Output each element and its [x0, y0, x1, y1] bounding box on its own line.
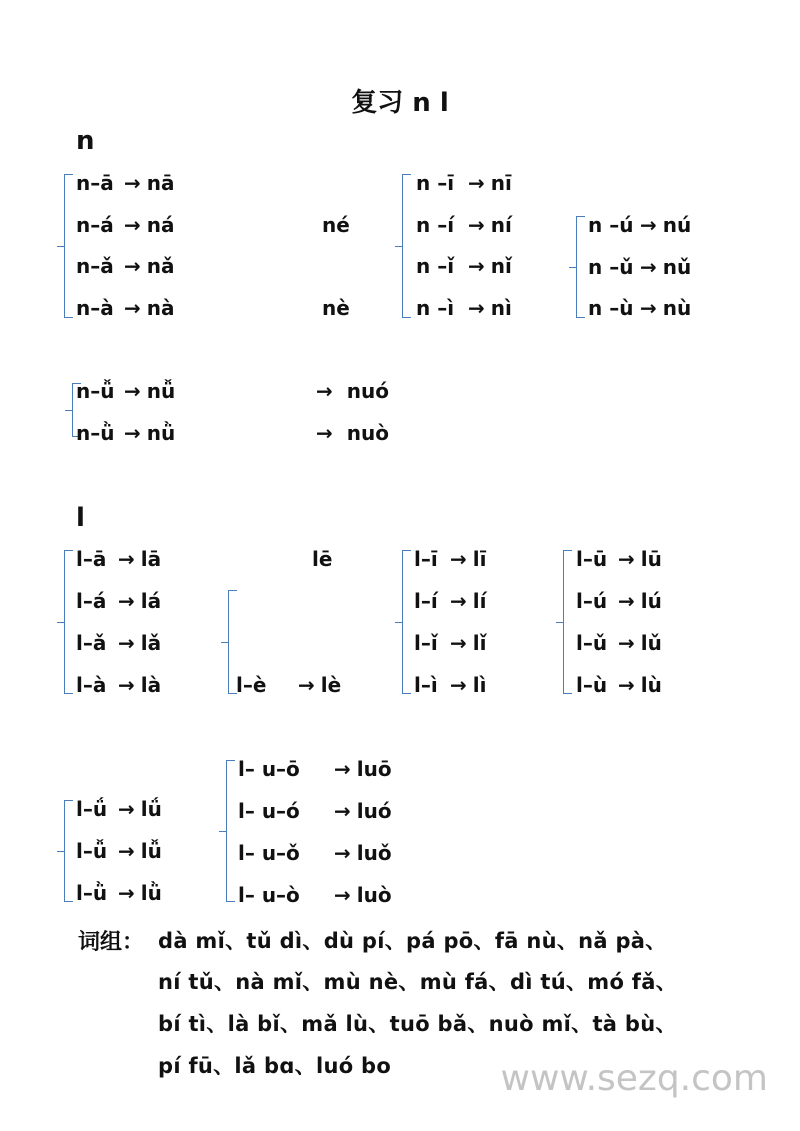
syllable-parts: l–ǜ — [76, 881, 108, 905]
syllable-row — [416, 295, 512, 321]
syllable-parts: l– u–ǒ — [238, 841, 300, 865]
syllable-row — [76, 253, 175, 279]
syllable-row — [414, 588, 486, 614]
syllable-row — [414, 672, 486, 698]
syllable-parts: l–ù — [576, 673, 608, 697]
bracket — [226, 760, 235, 902]
syllable-result: lǜ — [140, 881, 162, 905]
bracket — [576, 216, 585, 318]
arrow-icon: → — [118, 881, 135, 905]
syllable-parts: l–ū — [576, 547, 608, 571]
arrow-icon: → — [618, 673, 635, 697]
syllable-row — [76, 796, 162, 822]
syllable-parts: n–à — [76, 296, 114, 321]
arrow-icon: → — [118, 797, 135, 821]
arrow-icon: → — [124, 212, 141, 237]
arrow-icon: → — [468, 212, 485, 237]
syllable-parts: n–á — [76, 212, 114, 237]
syllable-row — [588, 254, 691, 280]
syllable-row — [414, 546, 486, 572]
bracket — [64, 550, 73, 694]
words-label: 词组： — [78, 930, 145, 955]
syllable-result: nù — [662, 296, 692, 321]
watermark: www.sezq.com — [500, 1058, 768, 1099]
ne-syllable: né — [322, 213, 350, 237]
syllable-result: là — [140, 673, 162, 697]
syllable-row — [76, 212, 175, 238]
syllable-parts: n –ú — [588, 213, 634, 237]
bracket — [64, 800, 73, 902]
syllable-row — [76, 170, 175, 196]
syllable-result: nǎ — [146, 254, 175, 279]
syllable-row — [238, 756, 392, 782]
syllable-row — [576, 672, 662, 698]
syllable-parts: l–ú — [576, 589, 608, 613]
arrow-icon: → — [316, 421, 333, 445]
syllable-row — [588, 212, 691, 238]
bracket — [64, 174, 73, 318]
le-syllable: lē — [312, 547, 333, 571]
syllable-parts: l–í — [414, 589, 438, 613]
syllable-row — [76, 880, 162, 906]
arrow-icon: → — [118, 839, 135, 863]
syllable-row — [238, 840, 392, 866]
syllable-row — [76, 672, 161, 698]
syllable-parts: n–ā — [76, 171, 114, 195]
syllable-parts: n –ī — [416, 171, 455, 195]
syllable-result: luó — [356, 799, 392, 823]
syllable-parts: n –ì — [416, 296, 455, 321]
syllable-result: nǚ — [146, 379, 176, 403]
syllable-parts: n –í — [416, 212, 455, 237]
arrow-icon: → — [124, 296, 141, 321]
arrow-icon: → — [334, 799, 351, 823]
arrow-icon: → — [334, 841, 351, 865]
syllable-row — [576, 630, 662, 656]
page-title: 复习 n l — [351, 88, 449, 118]
arrow-icon: → — [118, 547, 135, 571]
syllable-result: lā — [140, 547, 162, 571]
syllable-result: lǚ — [140, 839, 162, 863]
syllable-parts: n –ù — [588, 296, 634, 321]
syllable-result: lǘ — [140, 797, 162, 821]
l-e-row: l–è → lè — [236, 673, 342, 697]
syllable-row — [76, 546, 161, 572]
arrow-icon: → — [316, 379, 333, 403]
syllable-result: luò — [356, 883, 392, 907]
syllable-parts: l–à — [76, 673, 107, 697]
syllable-result: lì — [472, 673, 487, 697]
syllable-row — [76, 420, 175, 446]
arrow-icon: → — [640, 296, 657, 321]
arrow-icon: → — [450, 589, 467, 613]
syllable-row — [576, 546, 662, 572]
arrow-icon: → — [124, 171, 141, 195]
syllable-row — [76, 838, 162, 864]
syllable-result: luō — [356, 757, 392, 781]
syllable-row — [416, 212, 512, 238]
arrow-icon: → — [118, 589, 135, 613]
arrow-icon: → — [298, 673, 315, 697]
syllable-result: lú — [640, 589, 662, 613]
word-line: bí tì、là bǐ、mǎ lù、tuō bǎ、nuò mǐ、tà bù、 — [158, 1012, 677, 1036]
syllable-parts: l–ǘ — [76, 797, 108, 821]
syllable-parts: l– u–ō — [238, 757, 300, 781]
syllable-result: nì — [490, 296, 512, 321]
syllable-result: lǐ — [472, 631, 487, 655]
syllable-result: nǐ — [490, 254, 512, 279]
syllable-row — [76, 630, 161, 656]
word-line: ní tǔ、nà mǐ、mù nè、mù fá、dì tú、mó fǎ、 — [158, 970, 678, 994]
syllable-result: nǔ — [662, 254, 692, 279]
syllable-row — [76, 378, 175, 404]
syllable-result: nā — [146, 171, 175, 195]
section-l-heading: l — [76, 503, 85, 533]
syllable-result: ná — [146, 212, 175, 237]
syllable-result: lǔ — [640, 631, 662, 655]
arrow-icon: → — [334, 883, 351, 907]
syllable-row — [416, 170, 512, 196]
arrow-icon: → — [468, 296, 485, 321]
syllable-parts: l–ǎ — [76, 631, 107, 655]
bracket — [402, 550, 411, 694]
arrow-icon: → — [640, 213, 657, 237]
syllable-parts: n–ǜ — [76, 421, 115, 445]
arrow-icon: → — [640, 254, 657, 279]
syllable-row — [238, 882, 392, 908]
syllable-parts: l–ā — [76, 547, 107, 571]
syllable-result: nī — [490, 171, 512, 195]
syllable-row — [238, 798, 392, 824]
syllable-result: lù — [640, 673, 662, 697]
syllable-parts: n–ǚ — [76, 379, 115, 403]
arrow-icon: → — [618, 589, 635, 613]
syllable-result: ní — [490, 212, 512, 237]
syllable-row — [76, 295, 175, 321]
syllable-result: nú — [662, 213, 692, 237]
bracket — [402, 174, 411, 318]
arrow-icon: → — [118, 673, 135, 697]
syllable-result: nà — [146, 296, 175, 321]
syllable-row — [414, 630, 486, 656]
syllable-result: nǜ — [146, 421, 176, 445]
arrow-icon: → — [618, 631, 635, 655]
word-line: dà mǐ、tǔ dì、dù pí、pá pō、fā nù、nǎ pà、 — [158, 929, 667, 953]
syllable-row — [576, 588, 662, 614]
syllable-parts: l– u–ò — [238, 883, 300, 907]
syllable-result: lǎ — [140, 631, 162, 655]
syllable-result: lī — [472, 547, 487, 571]
syllable-row — [76, 588, 161, 614]
syllable-parts: l–ǐ — [414, 631, 438, 655]
syllable-result: lū — [640, 547, 662, 571]
syllable-row — [588, 295, 691, 321]
syllable-parts: n –ǔ — [588, 254, 634, 279]
syllable-parts: n –ǐ — [416, 254, 455, 279]
syllable-parts: l–ī — [414, 547, 438, 571]
bracket — [563, 550, 572, 694]
word-line: pí fū、lǎ bɑ、luó bo — [158, 1054, 392, 1078]
section-n-heading: n — [76, 126, 95, 156]
arrow-icon: → — [334, 757, 351, 781]
syllable-parts: l–ì — [414, 673, 438, 697]
syllable-parts: l– u–ó — [238, 799, 300, 823]
syllable-row — [416, 253, 512, 279]
syllable-parts: n–ǎ — [76, 254, 114, 279]
arrow-icon: → — [450, 673, 467, 697]
ne-syllable: nè — [322, 296, 350, 320]
arrow-icon: → — [618, 547, 635, 571]
syllable-parts: l–ǔ — [576, 631, 608, 655]
nuo-row: → nuó — [316, 379, 389, 403]
arrow-icon: → — [124, 421, 141, 445]
arrow-icon: → — [450, 631, 467, 655]
arrow-icon: → — [450, 547, 467, 571]
syllable-parts: l–ǚ — [76, 839, 108, 863]
syllable-result: lí — [472, 589, 487, 613]
syllable-result: lá — [140, 589, 162, 613]
arrow-icon: → — [468, 171, 485, 195]
arrow-icon: → — [118, 631, 135, 655]
arrow-icon: → — [124, 254, 141, 279]
syllable-parts: l–á — [76, 589, 107, 613]
syllable-result: luǒ — [356, 841, 392, 865]
arrow-icon: → — [468, 254, 485, 279]
nuo-row: → nuò — [316, 421, 389, 445]
arrow-icon: → — [124, 379, 141, 403]
